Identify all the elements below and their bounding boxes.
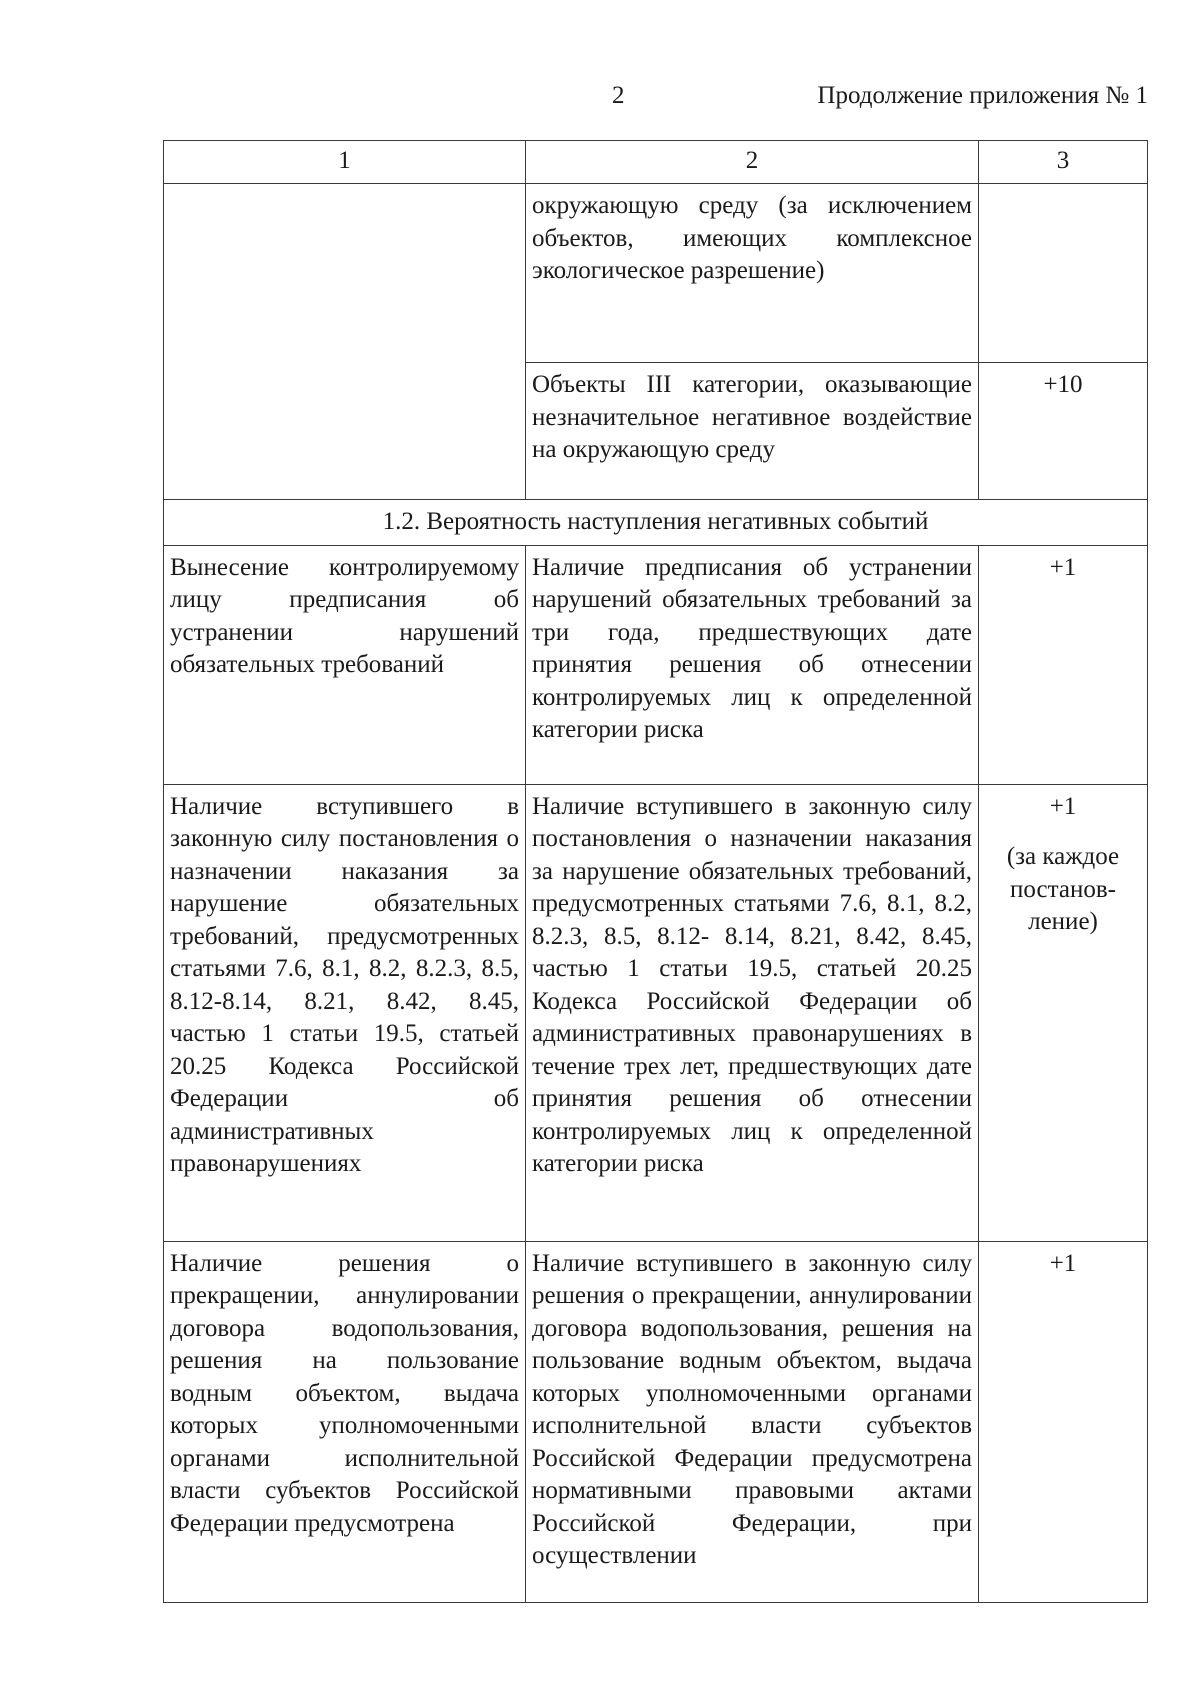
- table-cell-col3: +10: [979, 363, 1148, 500]
- table-cell-col2: Объекты III категории, оказывающие незначительное негативное воздействие на окружающую среду: [526, 363, 979, 500]
- table-cell-col1: Наличие вступившего в законную силу постановления о назначении наказания за нарушение обязательных требований, предусмотренных статьями 7.6, 8.1, 8.2, 8.2.3, 8.5, 8.12-8.14, 8.21, 8.42, 8.45, частью 1 статьи 19.5, статьей 20.25 Кодекса Российской Федерации об административных правонарушениях: [164, 784, 526, 1241]
- column-header-3: 3: [979, 141, 1148, 184]
- section-row: [164, 500, 1148, 546]
- table-row: [164, 184, 1148, 363]
- table-cell-col1: [164, 184, 526, 500]
- table-cell-col2: Наличие предписания об устранении нарушений обязательных требований за три года, предшествующих дате принятия решения об отнесении контролируемых лиц к определенной категории риска: [526, 545, 979, 784]
- table-cell-col2: окружающую среду (за исключением объектов, имеющих комплексное экологическое разрешение): [526, 184, 979, 363]
- column-header-1: 1: [164, 141, 526, 184]
- table-header-row: [164, 141, 1148, 184]
- appendix-continuation-header: Продолжение приложения № 1: [817, 82, 1148, 109]
- table-cell-col1: Наличие решения о прекращении, аннулировании договора водопользования, решения на пользование водным объектом, выдача которых уполномоченными органами исполнительной власти субъектов Российской Федерации предусмотрена: [164, 1241, 526, 1602]
- table-cell-col3: [979, 545, 1148, 784]
- score-value: +1: [1049, 792, 1077, 820]
- table-row: [164, 1241, 1148, 1602]
- table-cell-col2: Наличие вступившего в законную силу постановления о назначении наказания за нарушение обязательных требований, предусмотренных статьями 7.6, 8.1, 8.2, 8.2.3, 8.5, 8.12- 8.14, 8.21, 8.42, 8.45, частью 1 статьи 19.5, статьей 20.25 Кодекса Российской Федерации об административных правонарушениях в течение трех лет, предшествующих дате принятия решения об отнесении контролируемых лиц к определенной категории риска: [526, 784, 979, 1241]
- table-cell-col3: [979, 184, 1148, 363]
- score-note: (за каждое постанов-ление): [1006, 843, 1120, 935]
- score-value: +1: [1049, 553, 1077, 581]
- table-row: [164, 784, 1148, 1241]
- table-cell-col3: [979, 784, 1148, 1241]
- score-value: +1: [1049, 1249, 1077, 1277]
- table-cell-col3: [979, 1241, 1148, 1602]
- column-header-2: 2: [526, 141, 979, 184]
- page-number: 2: [612, 82, 625, 109]
- risk-criteria-table: [163, 140, 1148, 1603]
- table-cell-col2: Наличие вступившего в законную силу решения о прекращении, аннулировании договора водопользования, решения на пользование водным объектом, выдача которых уполномоченными органами исполнительной власти субъектов Российской Федерации предусмотрена нормативными правовыми актами Российской Федерации, при осуществлении: [526, 1241, 979, 1602]
- table-row: [164, 545, 1148, 784]
- table-cell-col1: Вынесение контролируемому лицу предписания об устранении нарушений обязательных требований: [164, 545, 526, 784]
- section-title: 1.2. Вероятность наступления негативных событий: [164, 500, 1148, 546]
